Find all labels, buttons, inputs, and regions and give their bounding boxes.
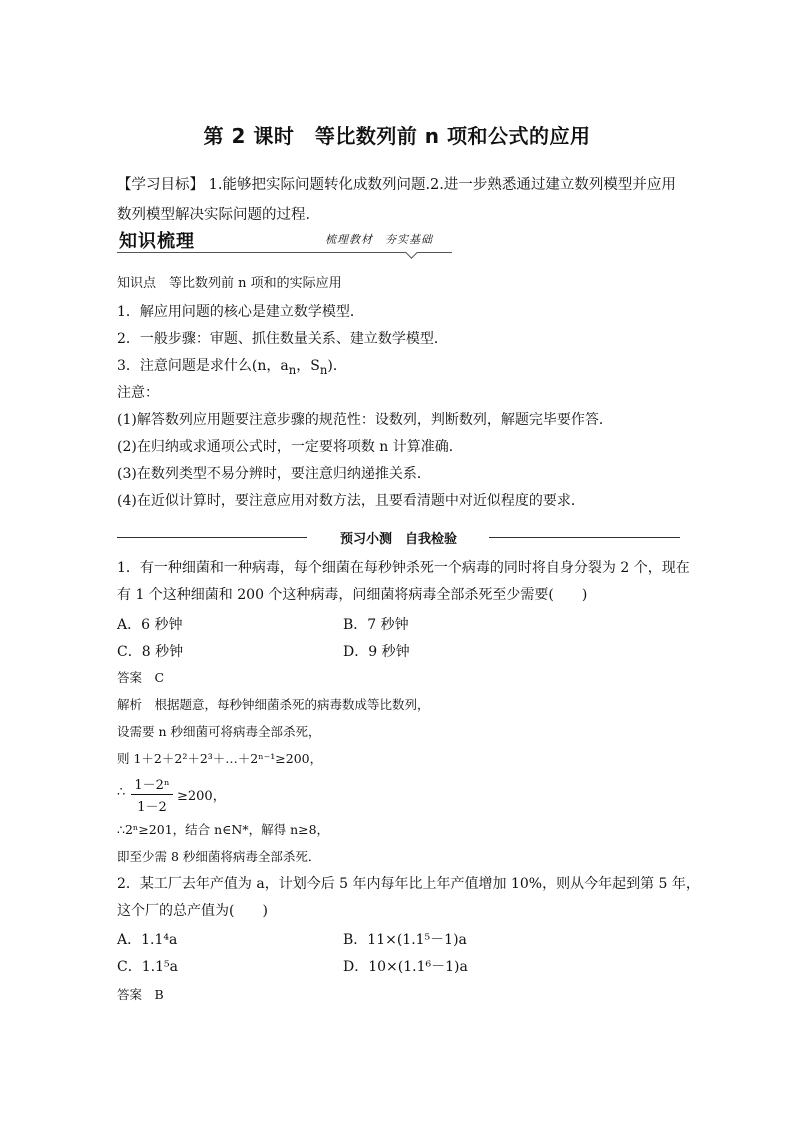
q1-option-c: C．8 秒钟 xyxy=(117,644,184,660)
section-subtitle: 梳理教材 夯实基础 xyxy=(325,233,433,246)
q1-answer: 答案 C xyxy=(117,670,165,685)
q1-analysis-4: ∴2ⁿ≥201，结合 n∈N*，解得 n≥8， xyxy=(117,822,330,837)
fraction-inequality: ≥200， xyxy=(177,789,226,804)
note-3: (3)在数列类型不易分辨时，要注意归纳递推关系． xyxy=(117,466,431,482)
fraction-numerator: 1－2ⁿ xyxy=(134,778,170,793)
q2-stem-line-1: 2．某工厂去年产值为 a，计划今后 5 年内每年比上年产值增加 10%，则从今年起到第 5 年， xyxy=(117,876,700,892)
q1-analysis-1: 解析 根据题意，每秒钟细菌杀死的病毒数成等比数列， xyxy=(117,697,430,712)
fraction-denominator: 1－2 xyxy=(137,800,167,815)
note-4: (4)在近似计算时，要注意应用对数方法，且要看清题中对近似程度的要求． xyxy=(117,493,585,509)
q1-analysis-3: 则 1＋2＋2²＋2³＋…＋2ⁿ⁻¹≥200， xyxy=(117,751,323,766)
knowledge-item-1: 1．解应用问题的核心是建立数学模型． xyxy=(117,304,364,320)
note-label: 注意： xyxy=(117,385,159,401)
learning-goal: 【学习目标】 1.能够把实际问题转化成数列问题.2.进一步熟悉通过建立数列模型并应用数列模型解决实际问题的过程． xyxy=(117,177,676,223)
q1-option-a: A．6 秒钟 xyxy=(117,617,183,633)
q2-option-d: D．10×(1.1⁶－1)a xyxy=(343,959,468,975)
q2-stem-line-2: 这个厂的总产值为( ) xyxy=(117,903,268,919)
note-1: (1)解答数列应用题要注意步骤的规范性：设数列，判断数列，解题完毕要作答． xyxy=(117,412,613,428)
q2-option-b: B．11×(1.1⁵－1)a xyxy=(343,932,467,948)
q1-analysis-5: 即至少需 8 秒细菌将病毒全部杀死． xyxy=(117,849,321,864)
q1-option-d: D．9 秒钟 xyxy=(343,644,410,660)
q1-analysis-2: 设需要 n 秒细菌可将病毒全部杀死， xyxy=(117,724,321,739)
divider-line-right xyxy=(489,537,680,538)
therefore-symbol: ∴ xyxy=(117,785,126,800)
q1-stem-line-1: 1．有一种细菌和一种病毒，每个细菌在每秒钟杀死一个病毒的同时将自身分裂为 2 个，现在 xyxy=(117,560,690,576)
fraction-bar xyxy=(131,794,173,795)
page-title: 第 2 课时 等比数列前 n 项和公式的应用 xyxy=(203,124,591,148)
section-title: 知识梳理 xyxy=(119,231,195,252)
knowledge-heading: 知识点 等比数列前 n 项和的实际应用 xyxy=(117,276,342,291)
divider-label: 预习小测 自我检验 xyxy=(339,532,457,547)
note-2: (2)在归纳或求通项公式时，一定要将项数 n 计算准确． xyxy=(117,439,463,455)
section-notch-icon xyxy=(405,246,418,259)
knowledge-item-2: 2．一般步骤：审题、抓住数量关系、建立数学模型． xyxy=(117,331,448,347)
q2-option-c: C．1.1⁵a xyxy=(117,959,178,975)
q1-stem-line-2: 有 1 个这种细菌和 200 个这种病毒，问细菌将病毒全部杀死至少需要( ) xyxy=(117,587,588,603)
q2-option-a: A．1.1⁴a xyxy=(117,932,178,948)
section-header xyxy=(117,226,452,256)
knowledge-item-3: 3．注意问题是求什么(n，$a_n$，$S_n$)． xyxy=(117,358,347,377)
preview-divider xyxy=(117,528,680,548)
q2-answer: 答案 B xyxy=(117,987,164,1002)
q1-option-b: B．7 秒钟 xyxy=(343,617,409,633)
section-underline xyxy=(117,252,452,253)
